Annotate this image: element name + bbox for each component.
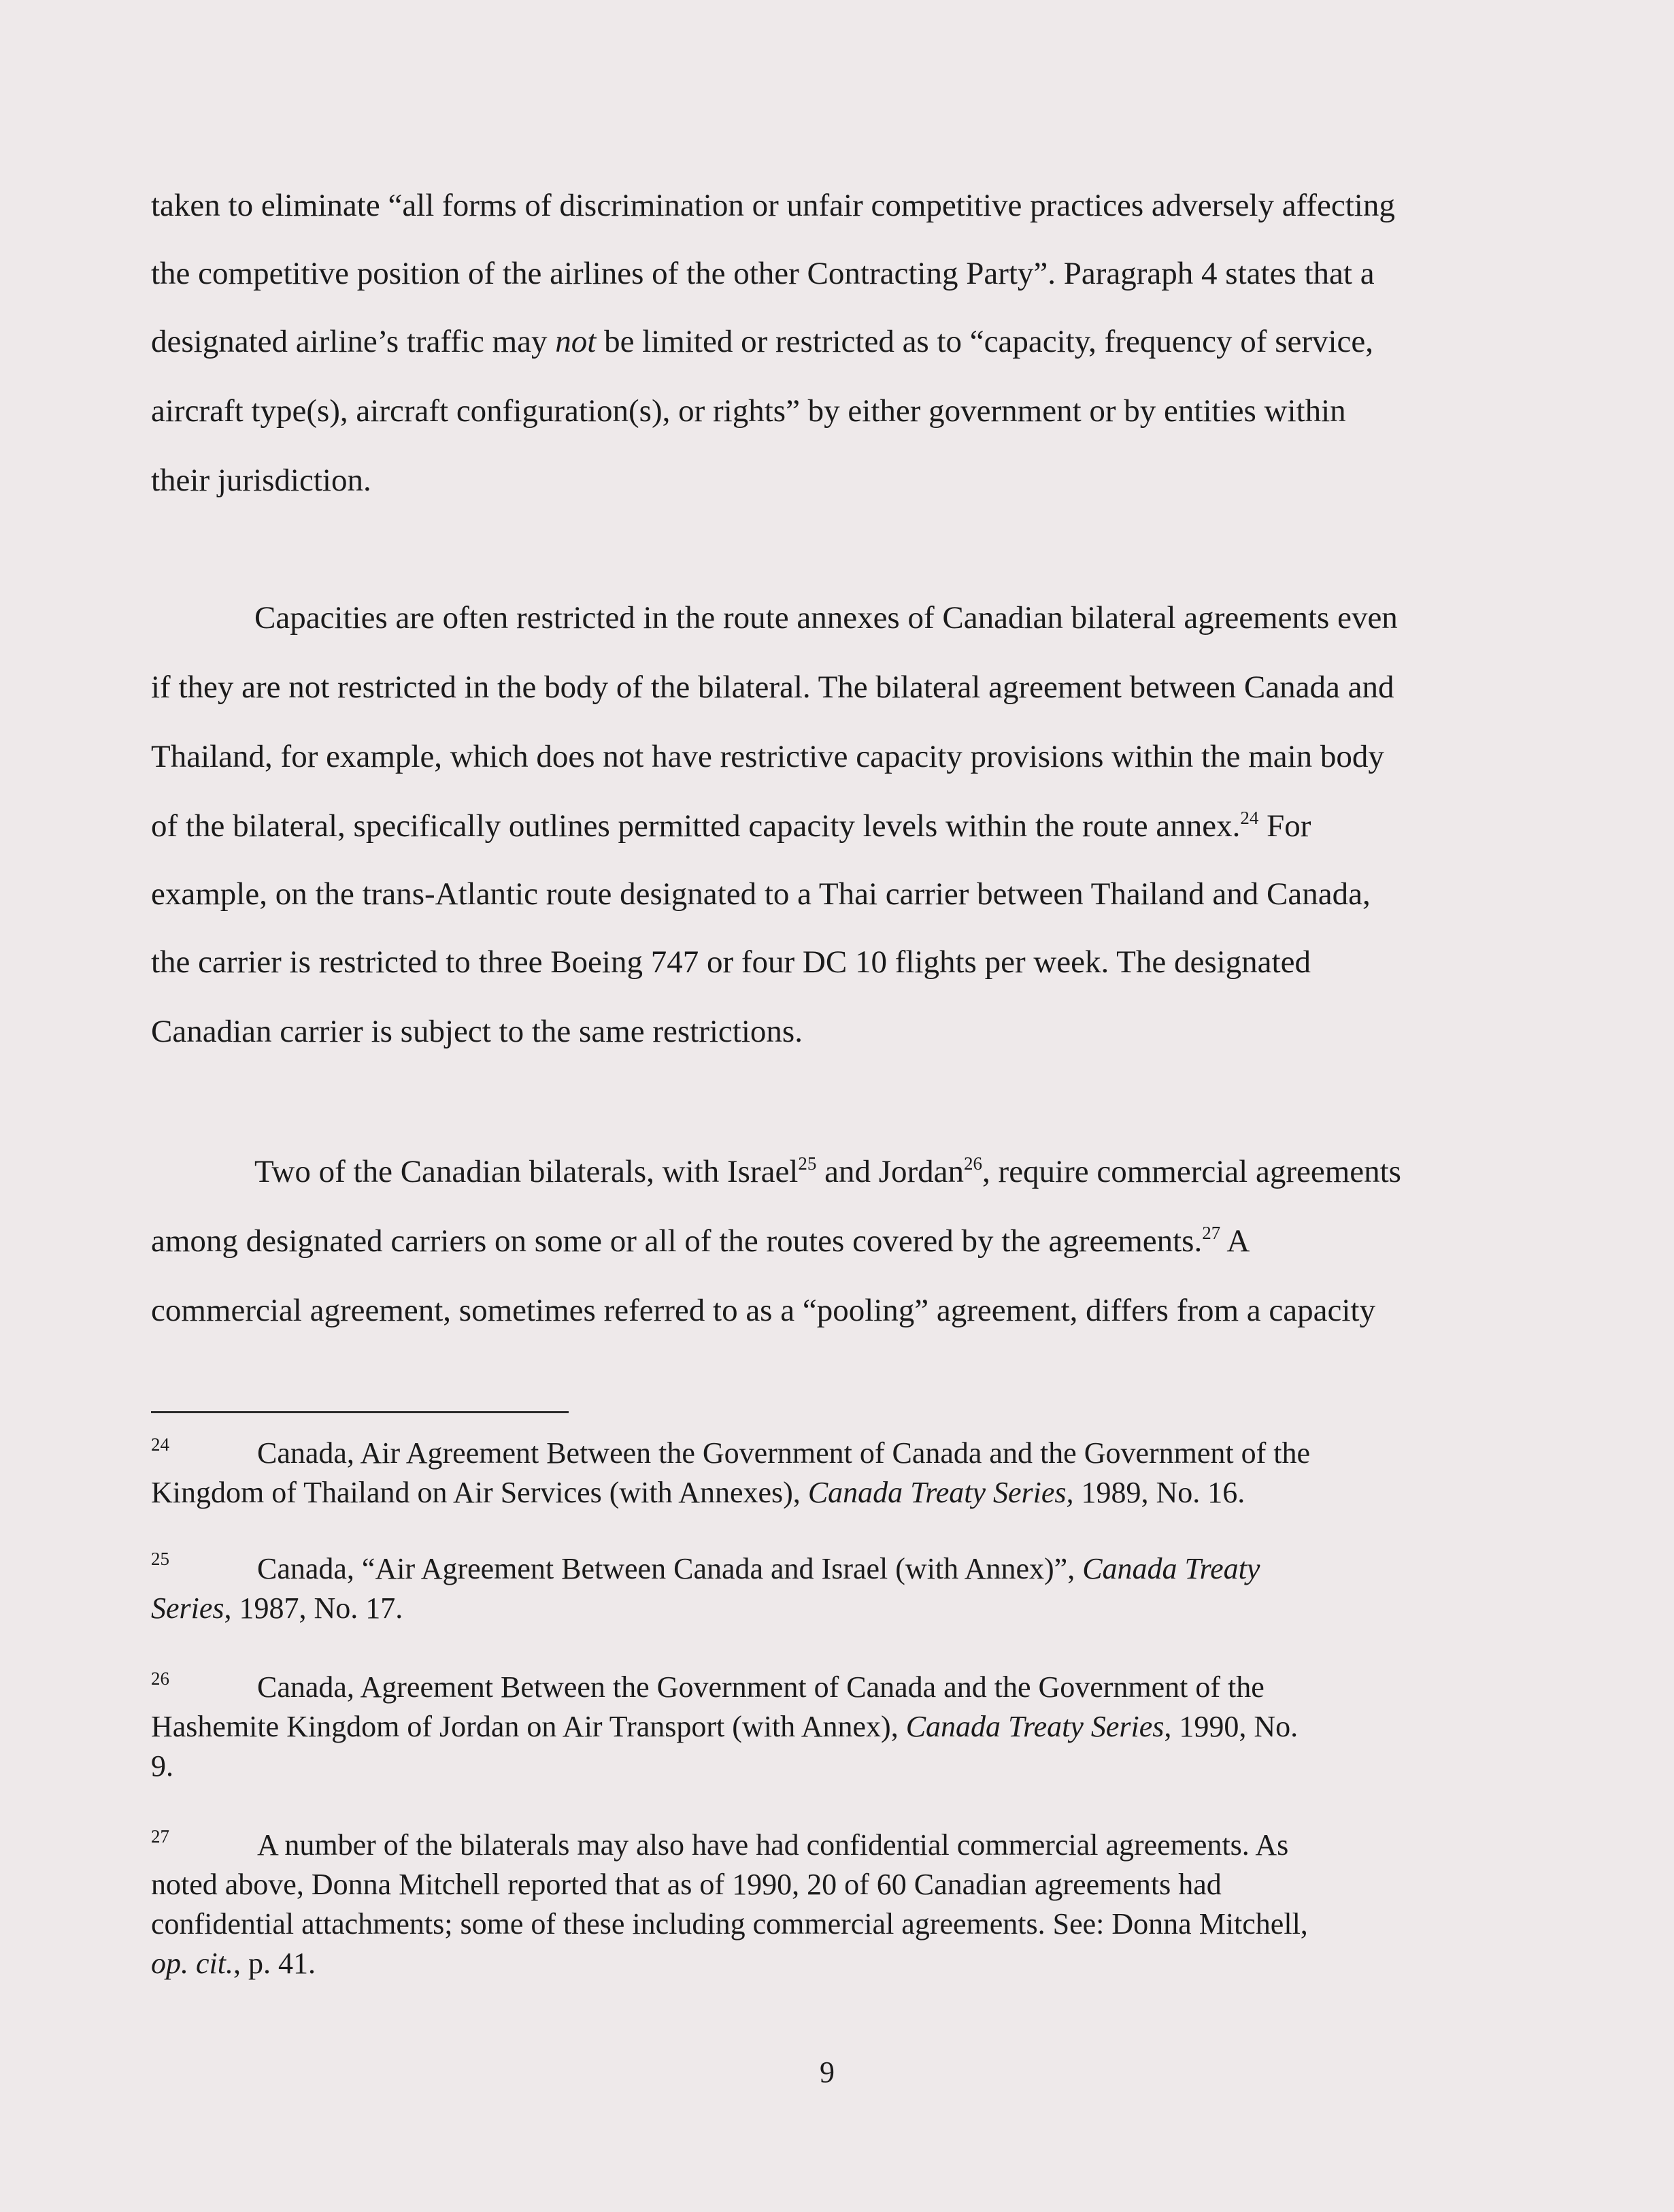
- footnote-line: Canada, Air Agreement Between the Government of Canada and the Government of the: [257, 1436, 1311, 1470]
- footnote-line: Series, 1987, No. 17.: [151, 1591, 403, 1625]
- text-line: aircraft type(s), aircraft configuration(s), or rights” by either government or by entities within: [151, 393, 1346, 429]
- text-line: among designated carriers on some or all of the routes covered by the agreements.$^{27}$ A: [151, 1223, 1250, 1259]
- footnote-number: 27: [151, 1826, 169, 1847]
- text-line: the carrier is restricted to three Boeing 747 or four DC 10 flights per week. The designated: [151, 944, 1311, 980]
- footnote-reference: 27: [1202, 1223, 1221, 1243]
- text-line: the competitive position of the airlines of the other Contracting Party”. Paragraph 4 states that a: [151, 256, 1375, 291]
- footnote-separator: [151, 1411, 569, 1413]
- footnote-reference: 26: [964, 1153, 983, 1174]
- italic-emphasis: not: [555, 324, 597, 359]
- footnote-line: Canada, Agreement Between the Government of Canada and the Government of the: [257, 1670, 1265, 1704]
- text-line: of the bilateral, specifically outlines permitted capacity levels within the route annex.$^{24}$ For: [151, 808, 1311, 844]
- text-line: example, on the trans-Atlantic route designated to a Thai carrier between Thailand and Canada,: [151, 876, 1371, 912]
- footnote-line: noted above, Donna Mitchell reported that as of 1990, 20 of 60 Canadian agreements had: [151, 1868, 1222, 1901]
- text-line: Two of the Canadian bilaterals, with Israel$^{25}$ and Jordan$^{26}$, require commercial agreements: [254, 1153, 1401, 1189]
- text-line: taken to eliminate “all forms of discrimination or unfair competitive practices adversely affecting: [151, 188, 1395, 223]
- footnote-reference: 25: [798, 1153, 817, 1174]
- page-number: 9: [820, 2056, 835, 2089]
- footnote-line: 9.: [151, 1749, 173, 1783]
- footnote-number: 24: [151, 1434, 169, 1455]
- footnote-reference: 24: [1240, 808, 1259, 828]
- footnote-number: 25: [151, 1549, 169, 1569]
- text-line: designated airline’s traffic may not be limited or restricted as to “capacity, frequency of service,: [151, 324, 1374, 359]
- footnote-line: A number of the bilaterals may also have had confidential commercial agreements. As: [257, 1828, 1289, 1862]
- footnote-line: op. cit., p. 41.: [151, 1947, 316, 1980]
- footnote-line: Kingdom of Thailand on Air Services (with Annexes), Canada Treaty Series, 1989, No. 16.: [151, 1476, 1245, 1509]
- text-line: if they are not restricted in the body of the bilateral. The bilateral agreement between Canada and: [151, 670, 1394, 705]
- footnote-number: 26: [151, 1668, 169, 1689]
- text-line: commercial agreement, sometimes referred to as a “pooling” agreement, differs from a capacity: [151, 1293, 1375, 1328]
- footnote-line: confidential attachments; some of these including commercial agreements. See: Donna Mitchell,: [151, 1907, 1308, 1941]
- text-line: Thailand, for example, which does not have restrictive capacity provisions within the main body: [151, 739, 1384, 774]
- text-line: their jurisdiction.: [151, 463, 371, 498]
- footnote-line: Hashemite Kingdom of Jordan on Air Transport (with Annex), Canada Treaty Series, 1990, No.: [151, 1710, 1299, 1743]
- footnote-line: Canada, “Air Agreement Between Canada and Israel (with Annex)”, Canada Treaty: [257, 1552, 1260, 1585]
- text-line: Canadian carrier is subject to the same restrictions.: [151, 1014, 803, 1049]
- text-line: Capacities are often restricted in the route annexes of Canadian bilateral agreements even: [254, 600, 1398, 635]
